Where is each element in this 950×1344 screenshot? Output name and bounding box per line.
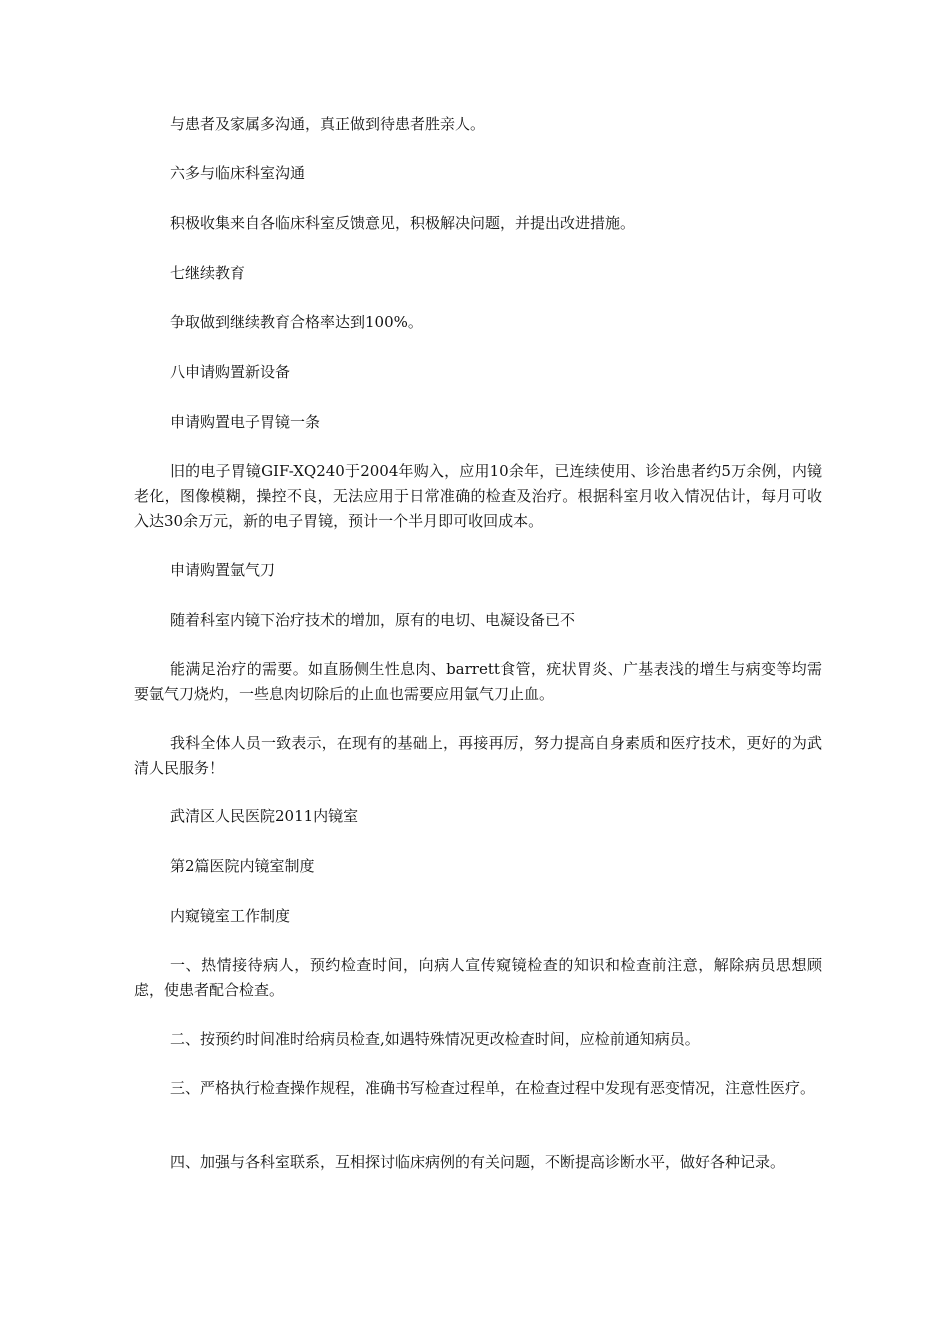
paragraph: 申请购置氩气刀	[170, 561, 276, 579]
list-item: 三、严格执行检查操作规程，准确书写检查过程单，在检查过程中发现有恶变情况，注意性医疗。	[170, 1079, 816, 1097]
list-item: 一、热情接待病人，预约检查时间，向病人宣传窥镜检查的知识和检查前注意，解除病员思想顾虑，使患者配合检查。	[134, 956, 822, 999]
list-item: 四、加强与各科室联系，互相探讨临床病例的有关问题，不断提高诊断水平，做好各种记录。	[170, 1153, 786, 1171]
paragraph: 随着科室内镜下治疗技术的增加，原有的电切、电凝设备已不	[170, 611, 576, 629]
section-heading: 六多与临床科室沟通	[170, 164, 306, 182]
paragraph: 争取做到继续教育合格率达到100%。	[170, 313, 423, 331]
paragraph: 申请购置电子胃镜一条	[170, 413, 321, 431]
section-heading: 七继续教育	[170, 264, 246, 282]
paragraph: 与患者及家属多沟通，真正做到待患者胜亲人。	[170, 115, 486, 133]
paragraph: 能满足治疗的需要。如直肠侧生性息肉、barrett食管，疣状胃炎、广基表浅的增生与病变等均需要氩气刀烧灼，一些息肉切除后的止血也需要应用氩气刀止血。	[134, 660, 822, 703]
section-heading: 第2篇医院内镜室制度	[170, 857, 315, 875]
paragraph: 我科全体人员一致表示，在现有的基础上，再接再厉，努力提高自身素质和医疗技术，更好的为武清人民服务！	[134, 734, 822, 777]
list-item: 二、按预约时间准时给病员检查,如遇特殊情况更改检查时间，应检前通知病员。	[170, 1030, 700, 1048]
paragraph: 积极收集来自各临床科室反馈意见，积极解决问题，并提出改进措施。	[170, 214, 636, 232]
paragraph: 旧的电子胃镜GIF-XQ240于2004年购入，应用10余年，已连续使用、诊治患者约5万余例，内镜老化，图像模糊，操控不良，无法应用于日常准确的检查及治疗。根据科室月收入情况估计，每月可收入达30余万元，新的电子胃镜，预计一个半月即可收回成本。	[134, 462, 822, 530]
section-heading: 内窥镜室工作制度	[170, 907, 291, 925]
signature-line: 武清区人民医院2011内镜室	[170, 807, 359, 825]
section-heading: 八申请购置新设备	[170, 363, 291, 381]
